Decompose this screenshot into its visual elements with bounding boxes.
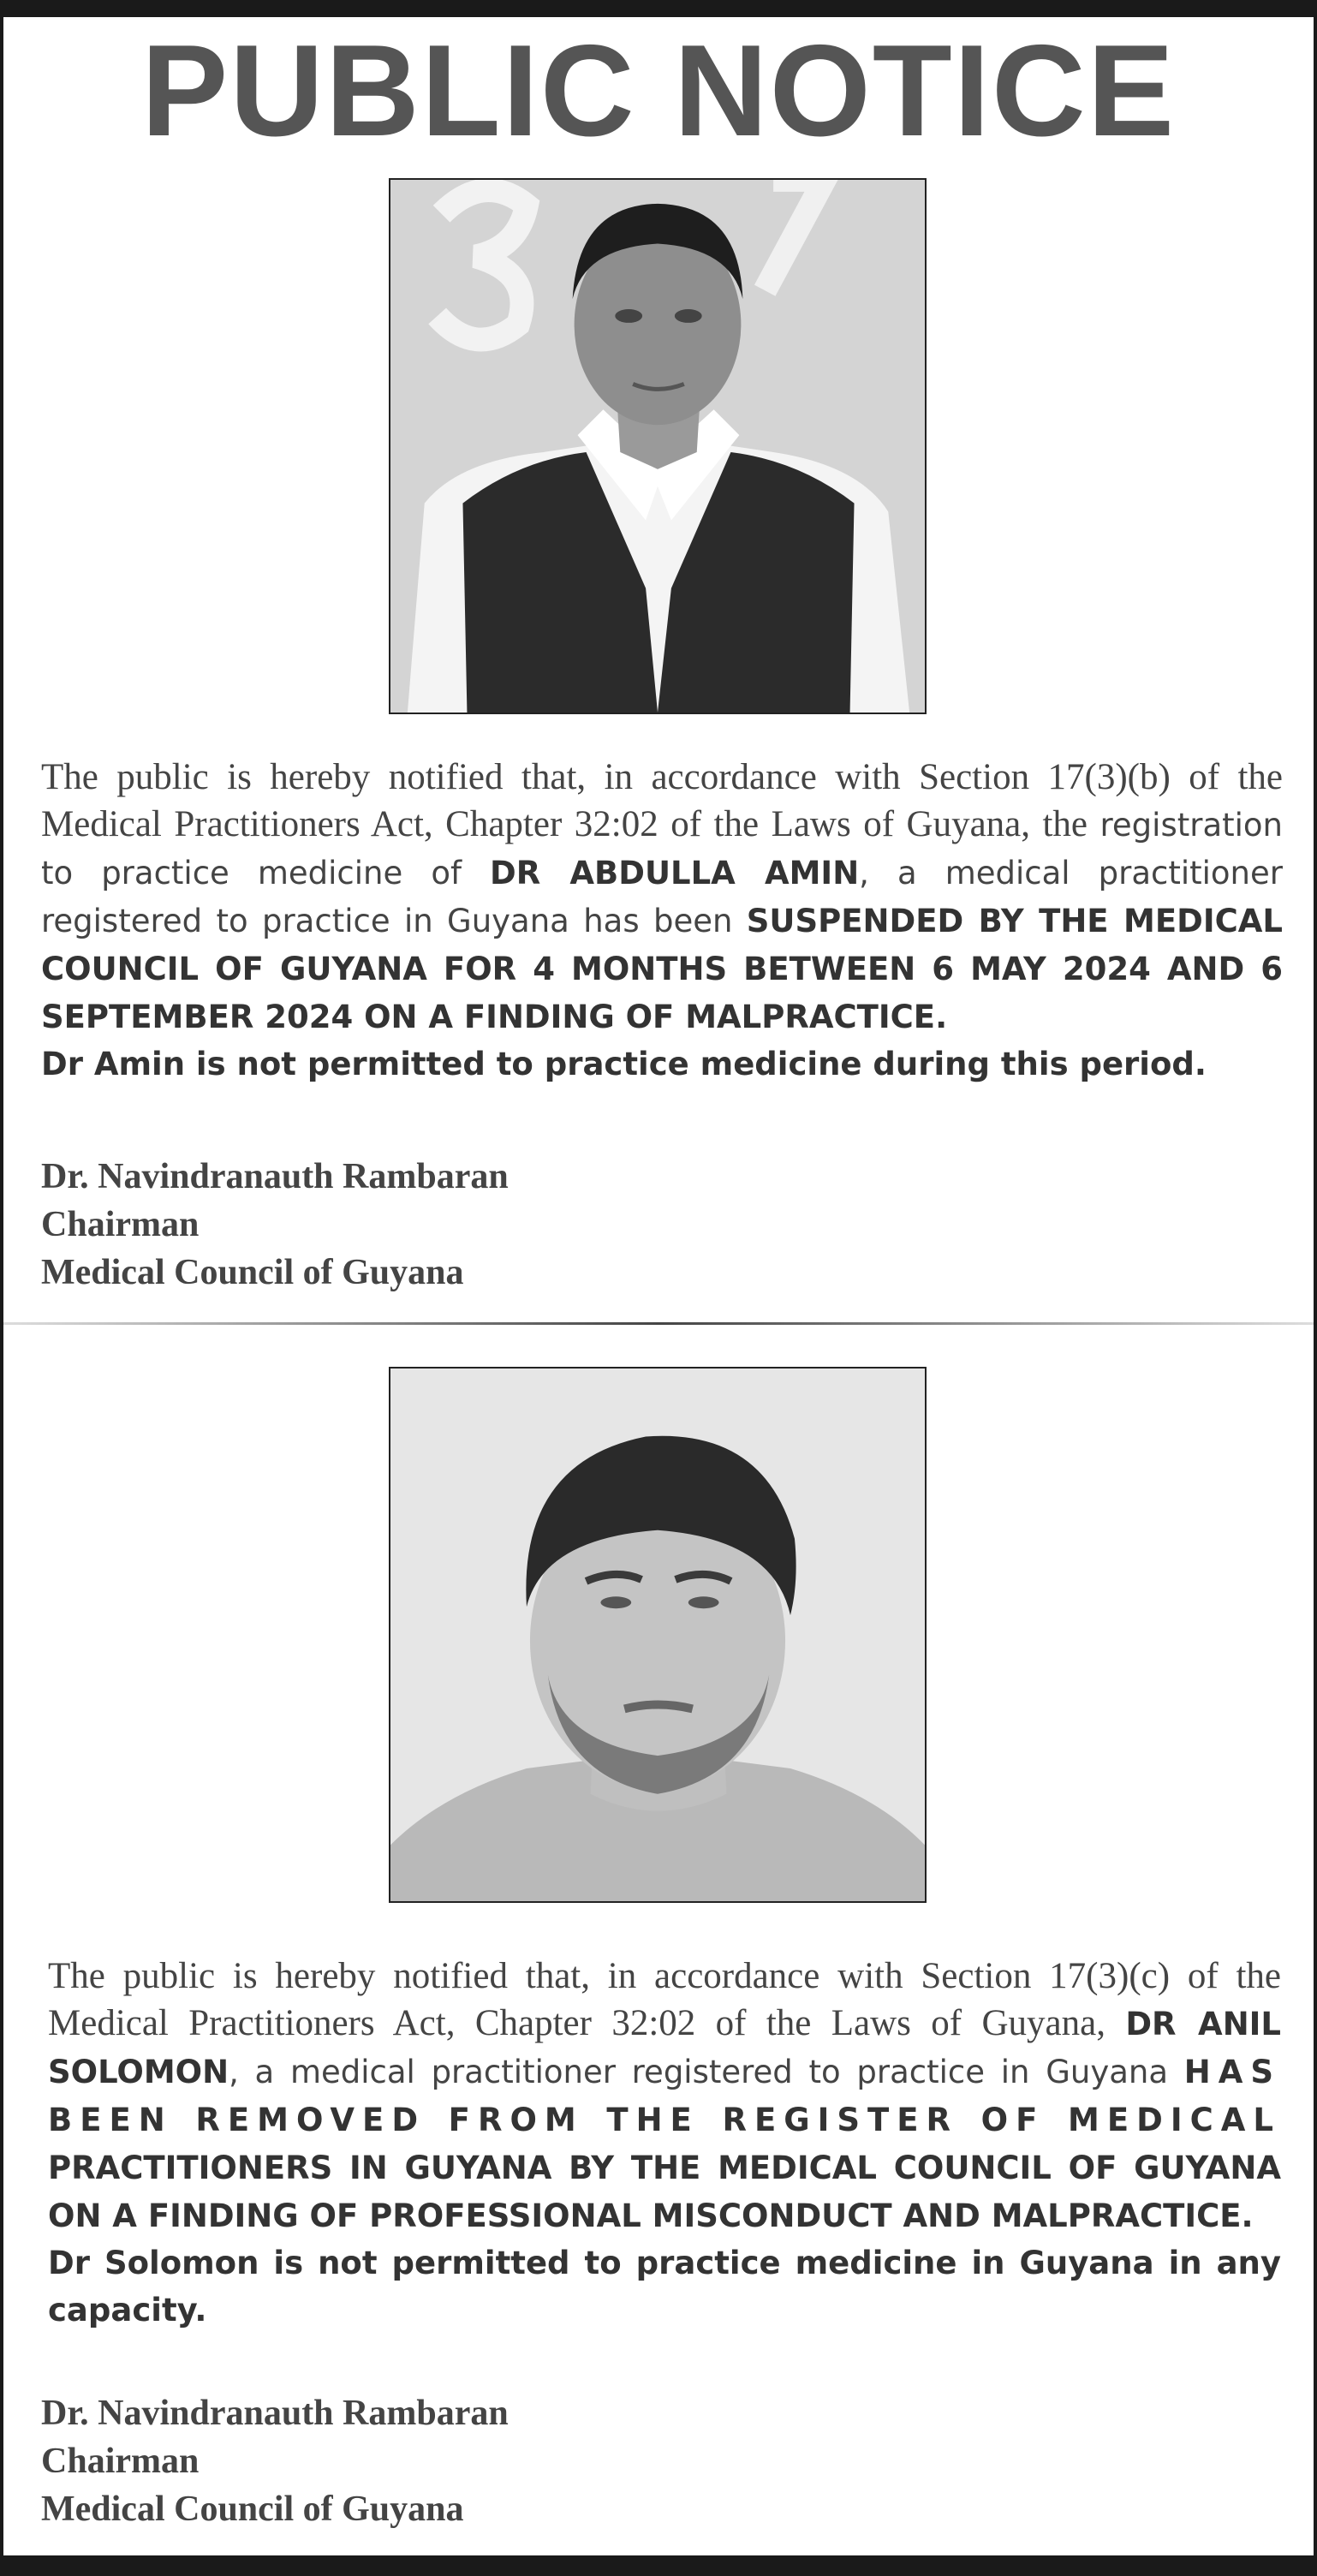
signature-role: Chairman bbox=[41, 1205, 200, 1244]
signature-name: Dr. Navindranauth Rambaran bbox=[41, 2394, 509, 2433]
notice-2-body bbox=[48, 1953, 1281, 2334]
notice-2-doctor-name: DR ANIL SOLOMON bbox=[48, 2006, 1282, 2090]
portrait-photo-1 bbox=[389, 178, 927, 714]
notice-2-signature bbox=[41, 2389, 509, 2533]
portrait-photo-2 bbox=[389, 1367, 927, 1903]
notice-2-statement: Dr Solomon is not permitted to practice medicine in Guyana in any capacity. bbox=[48, 2245, 1281, 2329]
signature-name: Dr. Navindranauth Rambaran bbox=[41, 1157, 509, 1196]
notice-1-mid: , a medical practitioner registered to practice in Guyana has been bbox=[41, 855, 1283, 939]
signature-org: Medical Council of Guyana bbox=[41, 1253, 464, 1292]
notice-1-registration-phrase: registration to practice medicine of bbox=[41, 807, 1283, 891]
notice-2-finding-b: PRACTITIONERS IN GUYANA BY THE MEDICAL COUNCIL OF GUYANA ON A FINDING OF PROFESSIONAL MISCONDUCT AND MALPRACTICE. bbox=[48, 2150, 1281, 2234]
notice-2-intro: The public is hereby notified that, in accordance with Section 17(3)(c) of the Medical Practitioners Act, Chapter 32:02 of the Laws of Guyana, bbox=[48, 1956, 1281, 2043]
portrait-photo-man-in-vest-icon bbox=[390, 180, 925, 713]
notice-1-doctor-name: DR ABDULLA AMIN bbox=[490, 855, 860, 891]
signature-org: Medical Council of Guyana bbox=[41, 2490, 464, 2529]
notice-2-finding-a: HAS BEEN REMOVED FROM THE REGISTER OF MEDICAL bbox=[48, 2054, 1281, 2138]
signature-role: Chairman bbox=[41, 2442, 200, 2481]
section-divider bbox=[3, 1322, 1314, 1325]
notice-1-intro: The public is hereby notified that, in accordance with Section 17(3)(b) of the Medical Practitioners Act, Chapter 32:02 of the Laws of Guyana, the bbox=[41, 757, 1283, 844]
portrait-photo-young-man-icon bbox=[390, 1368, 925, 1901]
notice-1-statement: Dr Amin is not permitted to practice medicine during this period. bbox=[41, 1046, 1207, 1082]
notice-2-mid: , a medical practitioner registered to practice in Guyana bbox=[229, 2054, 1184, 2090]
notice-1-finding: SUSPENDED BY THE MEDICAL COUNCIL OF GUYANA FOR 4 MONTHS BETWEEN 6 MAY 2024 AND 6 SEPTEMBER 2024 ON A FINDING OF MALPRACTICE. bbox=[41, 903, 1283, 1035]
notice-1-signature bbox=[41, 1153, 509, 1297]
page-title: PUBLIC NOTICE bbox=[140, 18, 1177, 164]
notice-1-body bbox=[41, 754, 1283, 1088]
